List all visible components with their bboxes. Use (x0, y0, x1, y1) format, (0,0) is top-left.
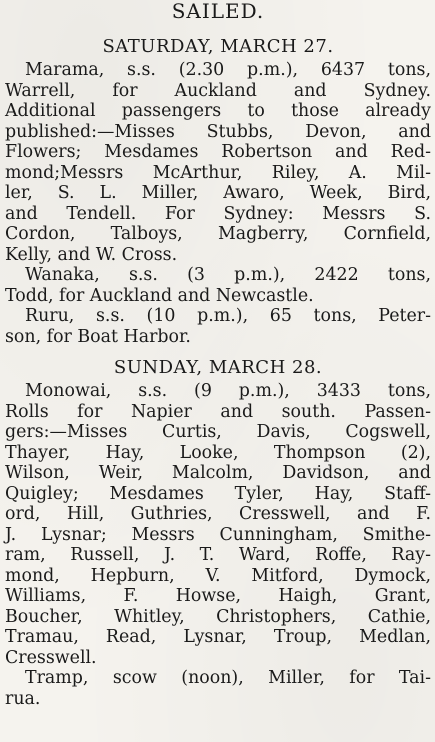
entry-line: Kelly, and W. Cross. (5, 244, 178, 265)
date-heading-sunday: SUNDAY, MARCH 28. (113, 357, 323, 378)
entry-line: Cordon, Talboys, Magberry, Cornfield, (5, 224, 431, 244)
entry-line: Monowai, s.s. (9 p.m.), 3433 tons, (25, 381, 431, 401)
entry-line: Williams, F. Howse, Haigh, Grant, (5, 586, 431, 606)
entry-line: Flowers; Mesdames Robertson and Red- (5, 142, 431, 162)
entry-line: gers:—Misses Curtis, Davis, Cogswell, (5, 422, 431, 442)
entry-line: Todd, for Auckland and Newcastle. (5, 285, 314, 306)
entry-line: ord, Hill, Guthries, Cresswell, and F. (5, 504, 431, 524)
entry-line: son, for Boat Harbor. (5, 326, 191, 347)
entry-line: J. Lysnar; Messrs Cunningham, Smithe- (5, 524, 431, 545)
shipping-entry-tramp (5, 668, 431, 709)
entry-line: Ruru, s.s. (10 p.m.), 65 tons, Peter- (25, 306, 431, 326)
shipping-entry-monowai (5, 381, 431, 668)
entry-line: Additional passengers to those already (5, 101, 431, 121)
entry-line: Tramau, Read, Lysnar, Troup, Medlan, (5, 627, 431, 647)
entry-line: Warrell, for Auckland and Sydney. (5, 80, 431, 101)
shipping-entry-wanaka (5, 265, 431, 306)
entry-line: Wilson, Weir, Malcolm, Davidson, and (5, 463, 431, 483)
entry-line: published:—Misses Stubbs, Devon, and (5, 121, 431, 142)
entry-line: and Tendell. For Sydney: Messrs S. (5, 203, 431, 224)
entry-line: ram, Russell, J. T. Ward, Roffe, Ray- (5, 545, 431, 565)
entry-line: Marama, s.s. (2.30 p.m.), 6437 tons, (25, 60, 431, 80)
shipping-column (5, 0, 431, 709)
date-heading-saturday: SATURDAY, MARCH 27. (102, 36, 334, 57)
entry-line: Quigley; Mesdames Tyler, Hay, Staff- (5, 483, 431, 504)
entry-line: mond;Messrs McArthur, Riley, A. Mil- (5, 162, 431, 183)
shipping-entry-marama (5, 60, 431, 265)
column-heading: SAILED. (171, 0, 265, 23)
entry-line: Boucher, Whitley, Christophers, Cathie, (5, 606, 431, 627)
entry-line: Wanaka, s.s. (3 p.m.), 2422 tons, (25, 265, 431, 285)
entry-line: rua. (5, 688, 41, 709)
shipping-entry-ruru (5, 306, 431, 347)
entry-line: Cresswell. (5, 647, 97, 668)
entry-line: Rolls for Napier and south. Passen- (5, 401, 431, 422)
entry-line: Thayer, Hay, Looke, Thompson (2), (5, 442, 431, 463)
entry-line: mond, Hepburn, V. Mitford, Dymock, (5, 565, 431, 586)
entry-line: Tramp, scow (noon), Miller, for Tai- (25, 668, 431, 688)
entry-line: ler, S. L. Miller, Awaro, Week, Bird, (5, 183, 431, 203)
